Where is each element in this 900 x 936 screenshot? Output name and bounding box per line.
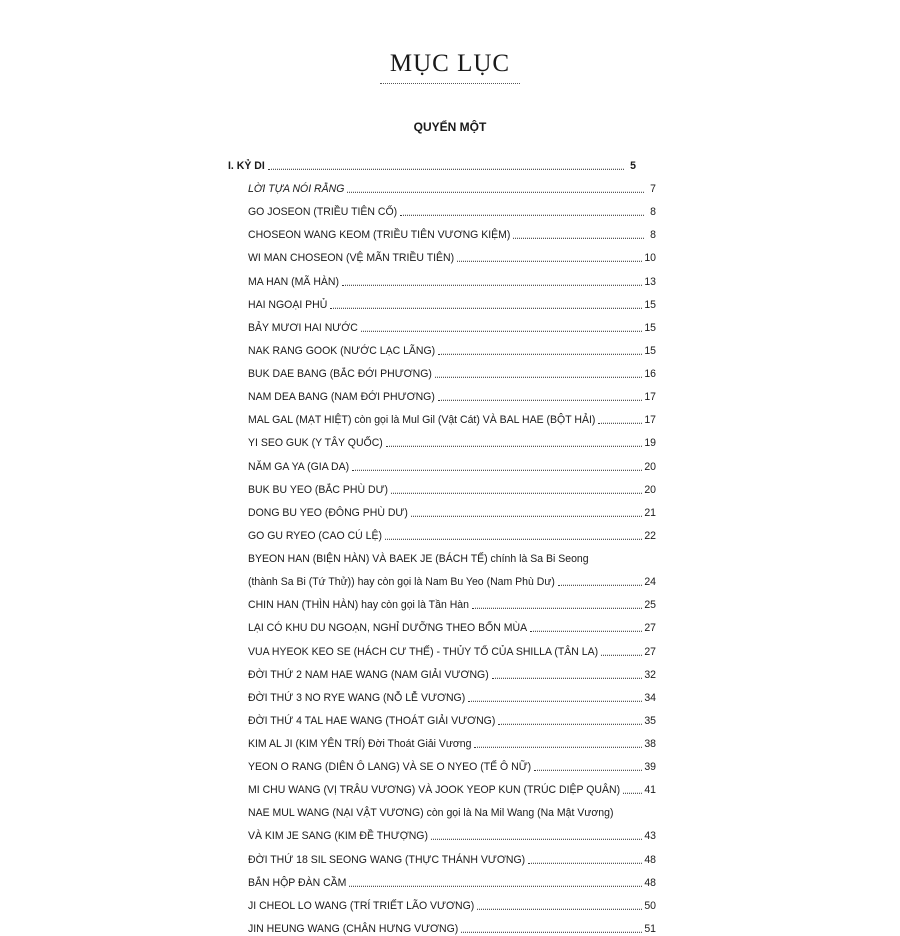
toc-entry bbox=[248, 642, 656, 659]
toc-entry-label: MAL GAL (MẠT HIỆT) còn gọi là Mul Gil (Vật Cát) VÀ BAL HAE (BỘT HẢI) bbox=[248, 413, 596, 427]
toc-entry-label: CHOSEON WANG KEOM (TRIỀU TIÊN VƯƠNG KIỆM) bbox=[248, 228, 511, 242]
toc-entry-label: YEON O RANG (DIÊN Ô LANG) VÀ SE O NYEO (TẾ Ô NỮ) bbox=[248, 760, 532, 774]
dot-leader bbox=[457, 261, 642, 262]
dot-leader bbox=[438, 354, 642, 355]
toc-entry-label: ĐỜI THỨ 4 TAL HAE WANG (THOÁT GIẢI VƯƠNG) bbox=[248, 714, 496, 727]
dot-leader bbox=[330, 307, 642, 308]
toc-page-number: 8 bbox=[650, 228, 656, 242]
toc-entry bbox=[248, 503, 656, 520]
toc-entry-label: WI MAN CHOSEON (VỆ MÃN TRIỀU TIÊN) bbox=[248, 251, 455, 265]
toc-page-number: 39 bbox=[644, 760, 656, 774]
dot-leader bbox=[530, 631, 642, 632]
toc-entry-label: JI CHEOL LO WANG (TRÍ TRIẾT LÃO VƯƠNG) bbox=[248, 899, 475, 912]
toc-entry bbox=[248, 688, 656, 705]
dot-leader bbox=[623, 793, 642, 794]
dot-leader bbox=[601, 654, 642, 655]
toc-page-number: 25 bbox=[644, 598, 656, 612]
toc-entry bbox=[248, 457, 656, 474]
toc-entry-label: NAE MUL WANG (NẠI VẬT VƯƠNG) còn gọi là Na Mil Wang (Na Mật Vương) bbox=[248, 806, 614, 820]
toc-page-number: 48 bbox=[644, 852, 656, 866]
toc-entry bbox=[248, 341, 656, 358]
toc-page-number: 27 bbox=[644, 621, 656, 635]
toc-entry-label: LẠI CÓ KHU DU NGOẠN, NGHỈ DƯỠNG THEO BỐN MÙA bbox=[248, 621, 528, 635]
toc-entry bbox=[248, 410, 656, 427]
dot-leader bbox=[513, 238, 644, 239]
dot-leader bbox=[534, 770, 642, 771]
toc-entry-label: BYEON HAN (BIỆN HÀN) VÀ BAEK JE (BÁCH TẾ) chính là Sa Bi Seong bbox=[248, 552, 589, 565]
toc-page-number: 24 bbox=[644, 575, 656, 589]
toc-entry bbox=[248, 896, 656, 913]
toc-entry-label: GO JOSEON (TRIỀU TIÊN CỔ) bbox=[248, 205, 398, 219]
toc-entry bbox=[248, 318, 656, 335]
toc-entry-label: NĂM GA YA (GIA DA) bbox=[248, 459, 350, 473]
toc-entry-label: I. KỶ DI bbox=[228, 159, 265, 172]
toc-entry-label: NAM DEA BANG (NAM ĐỚI PHƯƠNG) bbox=[248, 390, 435, 404]
toc-page-number: 48 bbox=[644, 875, 656, 889]
dot-leader bbox=[268, 169, 624, 170]
toc-entry-label: BUK DAE BANG (BẮC ĐỚI PHƯƠNG) bbox=[248, 367, 432, 381]
toc-entry bbox=[248, 827, 656, 844]
dot-leader bbox=[435, 377, 642, 378]
toc-entry-label: BUK BU YEO (BẮC PHÙ DƯ) bbox=[248, 482, 389, 496]
toc-page-number: 15 bbox=[644, 297, 656, 311]
dot-leader bbox=[598, 423, 642, 424]
toc-page-number: 17 bbox=[644, 390, 656, 404]
toc-page-number: 13 bbox=[644, 274, 656, 288]
toc-page-number: 41 bbox=[644, 783, 656, 797]
toc-entry bbox=[248, 780, 656, 797]
toc-entry bbox=[248, 179, 656, 196]
toc-entry-label: YI SEO GUK (Y TÂY QUỐC) bbox=[248, 436, 383, 450]
dot-leader bbox=[558, 585, 642, 586]
dot-leader bbox=[528, 862, 642, 863]
dot-leader bbox=[400, 215, 644, 216]
toc-entry bbox=[248, 572, 656, 589]
toc-page-number: 22 bbox=[644, 529, 656, 542]
toc-entry-label: DONG BU YEO (ĐÔNG PHÙ DƯ) bbox=[248, 506, 408, 519]
toc-page-number: 15 bbox=[644, 344, 656, 357]
page-title: MỤC LỤC bbox=[389, 50, 511, 77]
section-heading: QUYỂN MỘT bbox=[413, 120, 487, 134]
toc-entry-label: (thành Sa Bi (Tứ Thử)) hay còn gọi là Nam Bu Yeo (Nam Phù Dư) bbox=[248, 575, 555, 589]
toc-page-number: 32 bbox=[644, 667, 656, 681]
toc-page-number: 7 bbox=[650, 182, 656, 196]
toc-entry-label: ĐỜI THỨ 18 SIL SEONG WANG (THỰC THÁNH VƯƠNG) bbox=[248, 852, 526, 866]
toc-entry-label: VUA HYEOK KEO SE (HÁCH CƯ THẾ) - THỦY TỔ CỦA SHILLA (TÂN LA) bbox=[248, 644, 599, 658]
dot-leader bbox=[468, 701, 642, 702]
dot-leader bbox=[391, 492, 642, 493]
toc-entry-label: ĐỜI THỨ 3 NO RYE WANG (NỖ LỄ VƯƠNG) bbox=[248, 690, 466, 704]
dot-leader bbox=[385, 539, 642, 540]
toc-entry bbox=[248, 272, 656, 289]
dot-leader bbox=[477, 909, 642, 910]
toc-entry-label: HAI NGOẠI PHỦ bbox=[248, 297, 328, 311]
toc-entry bbox=[248, 803, 656, 820]
toc-page-number: 20 bbox=[644, 482, 656, 496]
toc-page-number: 51 bbox=[644, 922, 656, 935]
toc-page-number: 38 bbox=[644, 737, 656, 750]
dot-leader bbox=[461, 932, 642, 933]
toc-page-number: 50 bbox=[644, 899, 656, 912]
toc-entry bbox=[228, 156, 636, 173]
toc-page-number: 43 bbox=[644, 829, 656, 843]
toc-entry bbox=[248, 387, 656, 404]
toc-entry bbox=[248, 295, 656, 312]
toc-page-number: 21 bbox=[644, 506, 656, 519]
dot-leader bbox=[386, 446, 643, 447]
toc-page-number: 8 bbox=[650, 205, 656, 219]
toc-page-number: 20 bbox=[644, 459, 656, 473]
toc-entry bbox=[248, 595, 656, 612]
toc-entry bbox=[248, 734, 656, 751]
toc-entry bbox=[248, 480, 656, 497]
toc-entry bbox=[248, 665, 656, 682]
toc-entry bbox=[248, 433, 656, 450]
dot-leader bbox=[472, 608, 642, 609]
toc-entry-label: JIN HEUNG WANG (CHÂN HƯNG VƯƠNG) bbox=[248, 922, 459, 935]
toc-page-number: 27 bbox=[644, 644, 656, 658]
toc-page-number: 35 bbox=[644, 714, 656, 727]
toc-entry-label: MI CHU WANG (VỊ TRÂU VƯƠNG) VÀ JOOK YEOP KUN (TRÚC DIỆP QUÂN) bbox=[248, 783, 621, 797]
toc-entry-label: ĐỜI THỨ 2 NAM HAE WANG (NAM GIẢI VƯƠNG) bbox=[248, 667, 489, 681]
toc-entry bbox=[248, 364, 656, 381]
toc-entry bbox=[248, 526, 656, 543]
toc-entry bbox=[248, 202, 656, 219]
toc-entry bbox=[248, 850, 656, 867]
toc-page-number: 34 bbox=[644, 690, 656, 704]
dot-leader bbox=[492, 677, 643, 678]
dot-leader bbox=[411, 516, 642, 517]
toc-entry bbox=[248, 873, 656, 890]
toc-entry-label: KIM AL JI (KIM YÊN TRÍ) Đời Thoát Giải Vương bbox=[248, 737, 472, 750]
toc-entry bbox=[248, 711, 656, 728]
toc-entry-label: LỜI TỰA NÓI RẰNG bbox=[248, 182, 345, 196]
toc-entry-label: MA HAN (MÃ HÀN) bbox=[248, 274, 340, 288]
toc-entry bbox=[248, 249, 656, 266]
dot-leader bbox=[342, 284, 642, 285]
toc-page-number: 10 bbox=[644, 251, 656, 265]
toc-page-number: 16 bbox=[644, 367, 656, 381]
toc-page-number: 15 bbox=[644, 321, 656, 334]
toc-entry bbox=[248, 549, 656, 566]
dot-leader bbox=[349, 885, 642, 886]
toc-entry bbox=[248, 757, 656, 774]
toc-page-number: 5 bbox=[630, 159, 636, 172]
dot-leader bbox=[438, 400, 642, 401]
dot-leader bbox=[498, 724, 642, 725]
dot-leader bbox=[347, 192, 644, 193]
toc-page-number: 17 bbox=[644, 413, 656, 427]
toc-entry-label: VÀ KIM JE SANG (KIM ĐỀ THƯỢNG) bbox=[248, 829, 428, 843]
toc-entry-label: NAK RANG GOOK (NƯỚC LẠC LÃNG) bbox=[248, 344, 436, 357]
dot-leader bbox=[361, 331, 642, 332]
toc-entry-label: BẢY MƯƠI HAI NƯỚC bbox=[248, 321, 358, 334]
toc-entry-label: GO GU RYEO (CAO CÚ LỆ) bbox=[248, 529, 382, 542]
dot-leader bbox=[352, 469, 642, 470]
dot-leader bbox=[431, 839, 642, 840]
toc-entry bbox=[248, 618, 656, 635]
toc-entry bbox=[248, 225, 656, 242]
toc-entry-label: CHIN HAN (THÌN HÀN) hay còn gọi là Tần Hàn bbox=[248, 598, 469, 612]
toc-entry bbox=[248, 919, 656, 936]
toc-page-number: 19 bbox=[644, 436, 656, 450]
dot-leader bbox=[474, 747, 642, 748]
toc-entry-label: BẮN HỘP ĐÀN CẦM bbox=[248, 875, 347, 889]
